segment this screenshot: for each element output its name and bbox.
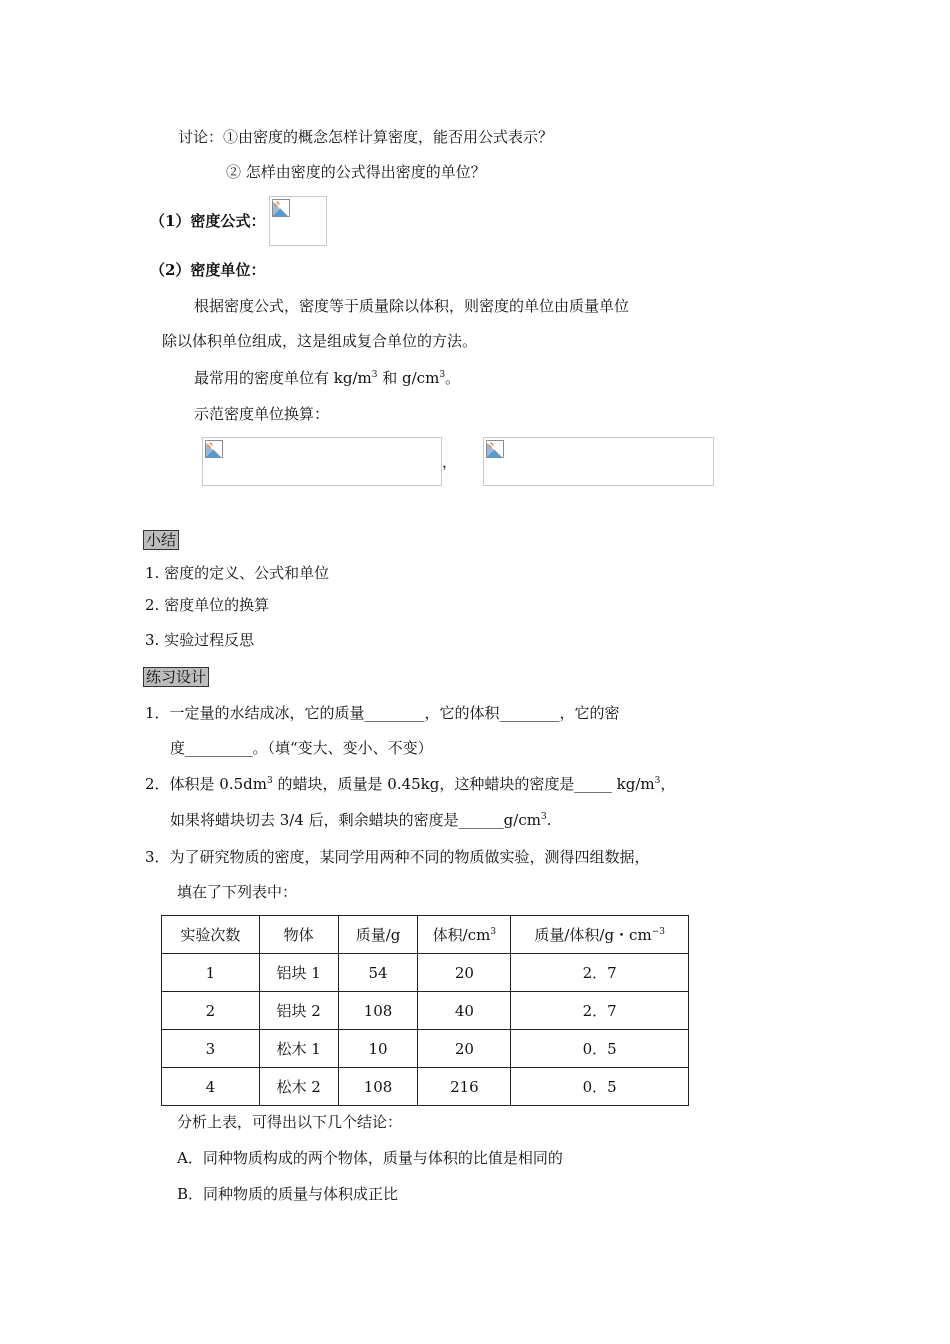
table-cell: 松木 1 (259, 1030, 338, 1068)
units-label: （2）密度单位： (150, 261, 266, 279)
analysis-intro: 分析上表，可得出以下几个结论： (177, 1113, 403, 1131)
discussion-label: 讨论： (178, 128, 224, 146)
practice-q2-line-1 (145, 774, 675, 794)
practice-q2-line-2 (170, 810, 551, 830)
conversion-image-2 (483, 437, 714, 486)
practice-q1-line-2: 度_________。（填“变大、变小、不变） (170, 739, 433, 757)
superscript-3: 3 (490, 927, 497, 937)
experiment-table (161, 915, 689, 1106)
table-cell: 1 (162, 954, 260, 992)
table-header-row (162, 916, 689, 954)
table-row (162, 954, 689, 992)
table-cell: 108 (338, 992, 418, 1030)
demo-conversion-label: 示范密度单位换算： (194, 405, 330, 423)
broken-image-icon (486, 440, 504, 458)
units-paragraph-1a: 根据密度公式，密度等于质量除以体积，则密度的单位由质量单位 (194, 297, 630, 315)
q2-mid: 的蜡块，质量是 0.45kg，这种蜡块的密度是_____ kg/m (272, 775, 655, 793)
conversion-image-1 (202, 437, 442, 486)
table-cell: 0．5 (511, 1068, 689, 1106)
table-header-cell: 物体 (259, 916, 338, 954)
discussion-q1-text: ①由密度的概念怎样计算密度，能否用公式表示？ (223, 128, 554, 146)
practice-q3-line-1: 3．为了研究物质的密度，某同学用两种不同的物质做实验，测得四组数据， (145, 848, 650, 866)
q2-pre: 2．体积是 0.5dm (145, 775, 267, 793)
q2b-pre: 如果将蜡块切去 3/4 后，剩余蜡块的密度是______g/cm (170, 811, 541, 829)
broken-image-icon (272, 199, 290, 217)
summary-item: 1. 密度的定义、公式和单位 (145, 564, 330, 582)
table-cell: 10 (338, 1030, 418, 1068)
practice-heading: 练习设计 (143, 667, 209, 687)
summary-item: 3. 实验过程反思 (145, 631, 255, 649)
header-density-text: 质量/体积/g・cm (534, 926, 652, 944)
table-cell: 4 (162, 1068, 260, 1106)
common-units-line (194, 368, 460, 388)
header-volume-text: 体积/cm (432, 926, 491, 944)
summary-heading: 小结 (143, 530, 179, 550)
table-row (162, 1068, 689, 1106)
table-cell: 2 (162, 992, 260, 1030)
table-cell: 20 (418, 954, 511, 992)
table-header-cell (418, 916, 511, 954)
units-paragraph-1b: 除以体积单位组成，这是组成复合单位的方法。 (162, 332, 478, 350)
analysis-option-b: B．同种物质的质量与体积成正比 (177, 1185, 399, 1203)
table-cell: 铝块 2 (259, 992, 338, 1030)
table-cell: 216 (418, 1068, 511, 1106)
analysis-option-a: A．同种物质构成的两个物体，质量与体积的比值是相同的 (177, 1149, 563, 1167)
q2-end: ， (660, 775, 676, 793)
table-cell: 108 (338, 1068, 418, 1106)
superscript-3: 3 (540, 812, 547, 822)
formula-image (269, 196, 327, 246)
discussion-question-2: ② 怎样由密度的公式得出密度的单位？ (226, 163, 486, 181)
table-cell: 2．7 (511, 954, 689, 992)
practice-q3-line-2: 填在了下列表中： (177, 883, 298, 901)
common-units-pre: 最常用的密度单位有 kg/m (194, 369, 372, 387)
table-row (162, 992, 689, 1030)
broken-image-icon (205, 440, 223, 458)
table-cell: 40 (418, 992, 511, 1030)
superscript-3: 3 (654, 776, 661, 786)
superscript-3: 3 (439, 370, 446, 380)
table-cell: 2．7 (511, 992, 689, 1030)
summary-item: 2. 密度单位的换算 (145, 596, 270, 614)
common-units-mid: 和 g/cm (377, 369, 440, 387)
common-units-end: 。 (445, 369, 461, 387)
formula-label: （1）密度公式： (150, 212, 266, 230)
superscript-3: 3 (371, 370, 378, 380)
table-cell: 松木 2 (259, 1068, 338, 1106)
table-cell: 0．5 (511, 1030, 689, 1068)
conversion-separator: ， (442, 453, 458, 471)
table-cell: 铝块 1 (259, 954, 338, 992)
practice-q1-line-1: 1．一定量的水结成冰，它的质量________，它的体积________，它的密 (145, 704, 620, 722)
table-cell: 54 (338, 954, 418, 992)
table-header-cell (511, 916, 689, 954)
table-cell: 3 (162, 1030, 260, 1068)
table-header-cell: 质量/g (338, 916, 418, 954)
table-header-cell: 实验次数 (162, 916, 260, 954)
superscript-3: 3 (267, 776, 273, 786)
discussion-question-1 (178, 127, 553, 147)
table-cell: 20 (418, 1030, 511, 1068)
q2b-end: . (546, 811, 552, 829)
table-row (162, 1030, 689, 1068)
superscript-neg3: −3 (651, 927, 665, 937)
